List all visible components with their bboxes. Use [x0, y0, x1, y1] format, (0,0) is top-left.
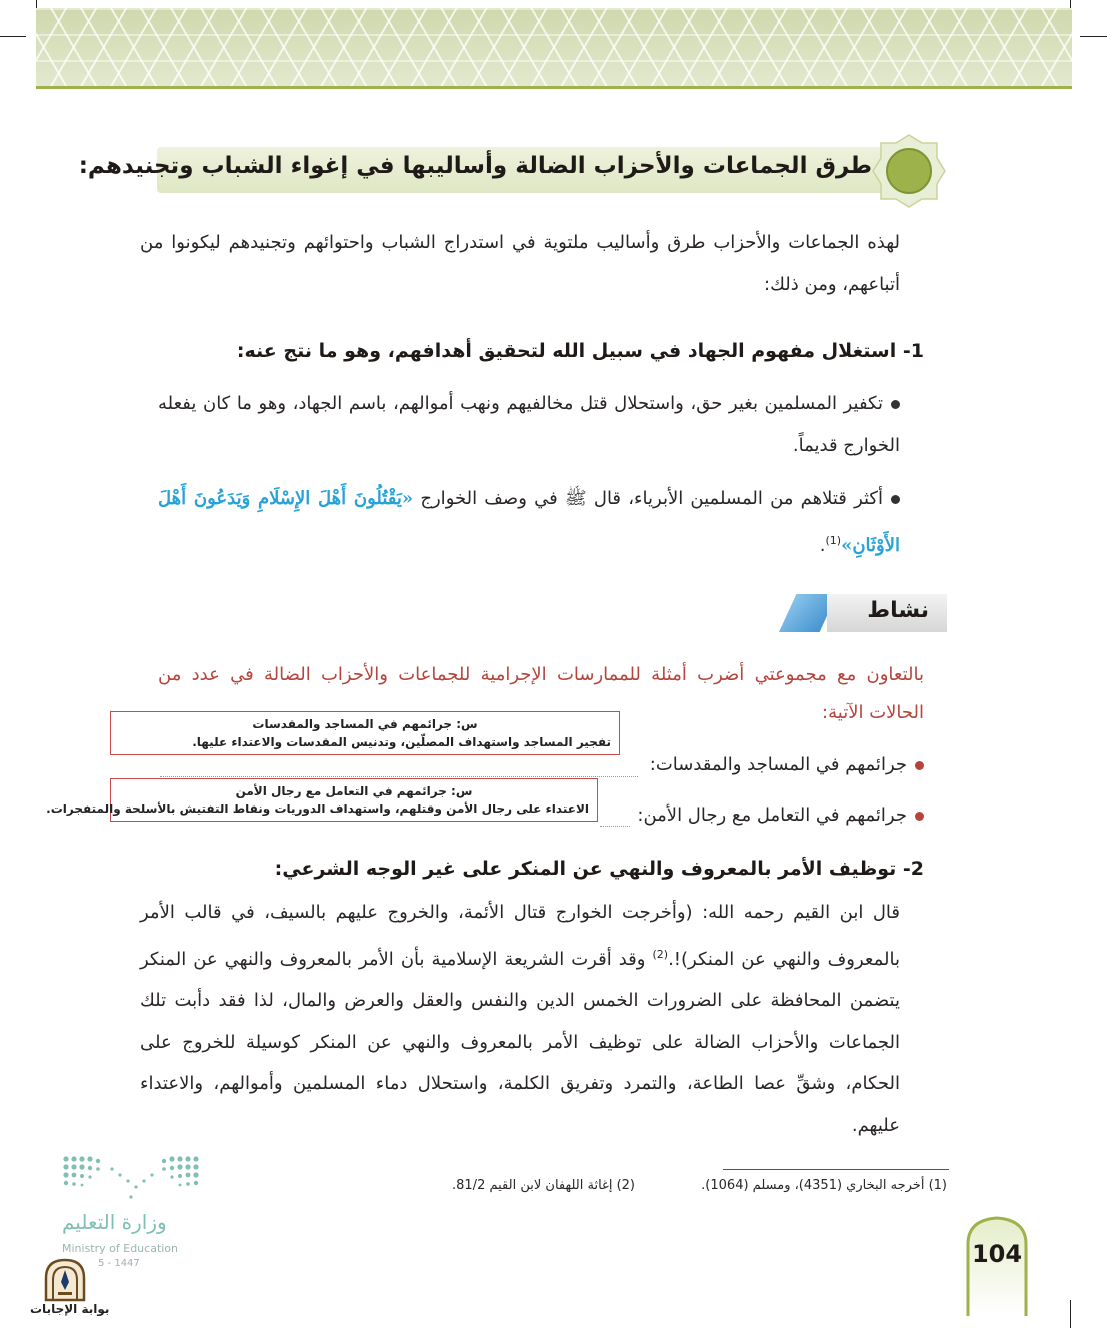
footnote-ref-1: (1)	[825, 534, 842, 547]
answer-line	[600, 826, 630, 827]
ministry-logo-icon	[62, 1155, 200, 1201]
point1-heading: 1- استغلال مفهوم الجهاد في سبيل الله لتحقيق أهدافهم، وهو ما نتج عنه:	[236, 340, 924, 362]
answer-text: الاعتداء على رجال الأمن وقتلهم، واستهداف الدوريات ونقاط التفتيش بالأسلحة والمتفجرات.	[46, 802, 589, 816]
octagon-medal-icon	[871, 133, 947, 209]
item1-text: جرائمهم في المساجد والمقدسات:	[649, 754, 907, 775]
crop-mark	[1070, 1300, 1071, 1328]
activity-instruction: بالتعاون مع مجموعتي أضرب أمثلة للممارسات الإجرامية للجماعات والأحزاب الضالة في عدد من الحالات الآتية:	[158, 664, 924, 723]
answer-question: س: جرائمهم في التعامل مع رجال الأمن	[235, 784, 473, 798]
section-title: طرق الجماعات والأحزاب الضالة وأساليبها في إغواء الشباب وتجنيدهم:	[78, 153, 872, 179]
answer-text: تفجير المساجد واستهداف المصلّين، وتدنيس المقدسات والاعتداء عليها.	[192, 735, 611, 749]
bullet-dot	[915, 761, 924, 770]
ministry-name-arabic: وزارة التعليم	[62, 1210, 167, 1234]
item2-text: جرائمهم في التعامل مع رجال الأمن:	[637, 805, 907, 826]
answer-box-mosques[interactable]	[110, 711, 620, 755]
ministry-name-english: Ministry of Education	[62, 1242, 179, 1255]
activity-item-mosques	[650, 754, 924, 775]
point2-quote: قال ابن القيم رحمه الله: (وأخرجت الخوارج قتال الأئمة، والخروج عليهم بالسيف، في قالب الأمر بالمعروف والنهي عن المنكر)!.	[140, 902, 900, 970]
footnote-rule	[723, 1169, 949, 1170]
header-banner	[36, 8, 1072, 88]
ministry-year: 5 - 1447	[98, 1258, 140, 1269]
point1-bullet2	[158, 478, 900, 567]
answer-line	[160, 776, 638, 777]
bullet2-text: أكثر قتلاهم من المسلمين الأبرياء، قال ﷺ في وصف الخوارج	[413, 488, 884, 509]
bullet-dot	[891, 400, 900, 409]
footnote-1: (1) أخرجه البخاري (4351)، ومسلم (1064).	[701, 1178, 947, 1193]
point1-bullet1	[158, 383, 900, 467]
footnote-2: (2) إغاثة اللهفان لابن القيم 81/2.	[452, 1178, 635, 1193]
header-rule	[36, 86, 1072, 89]
footnote-ref-2: (2)	[652, 947, 669, 961]
point2-heading: 2- توظيف الأمر بالمعروف والنهي عن المنكر على غير الوجه الشرعي:	[274, 858, 924, 880]
crop-mark	[1080, 36, 1107, 37]
answer-question: س: جرائمهم في المساجد والمقدسات	[252, 717, 478, 731]
hadith-quote: «يَقْتُلُونَ أَهْلَ الإِسْلَامِ وَيَدَعُونَ أَهْلَ الأَوْثَانِ»	[158, 488, 900, 556]
page-number-badge	[966, 1216, 1028, 1316]
point2-body	[140, 892, 900, 1146]
gate-logo-icon	[42, 1256, 88, 1302]
bullet1-text: تكفير المسلمين بغير حق، واستحلال قتل مخالفيهم ونهب أموالهم، باسم الجهاد، وهو ما كان يفعله الخوارج قديماً.	[158, 393, 900, 456]
bullet2-suffix: .	[819, 535, 826, 556]
activity-label: نشاط	[867, 598, 929, 623]
activity-item-security	[637, 805, 924, 826]
answer-box-security[interactable]	[46, 778, 598, 822]
crop-mark	[0, 36, 26, 37]
gate-label: بوابة الإجابات	[30, 1302, 110, 1316]
intro-paragraph: لهذه الجماعات والأحزاب طرق وأساليب ملتوية في استدراج الشباب واحتوائهم وتجنيدهم ليكونوا من أتباعهم، ومن ذلك:	[140, 232, 900, 295]
point2-body-text: وقد أقرت الشريعة الإسلامية بأن الأمر بالمعروف والنهي عن المنكر يتضمن المحافظة على الضرورات الخمس الدين والنفس والعقل والعرض والمال، لذا فقد دأبت تلك الجماعات والأحزاب الضالة على توظيف الأمر بالمعروف والنهي عن المنكر كوسيلة للخروج على الحكام، وشقِّ عصا الطاعة، والتمرد وتفريق الكلمة، واستحلال دماء المسلمين وأموالهم، والاعتداء عليهم.	[140, 948, 900, 1136]
section-heading	[78, 133, 947, 209]
activity-badge	[777, 590, 947, 636]
page-number: 104	[971, 1240, 1023, 1268]
bullet-dot	[891, 495, 900, 504]
bullet-dot	[915, 812, 924, 821]
